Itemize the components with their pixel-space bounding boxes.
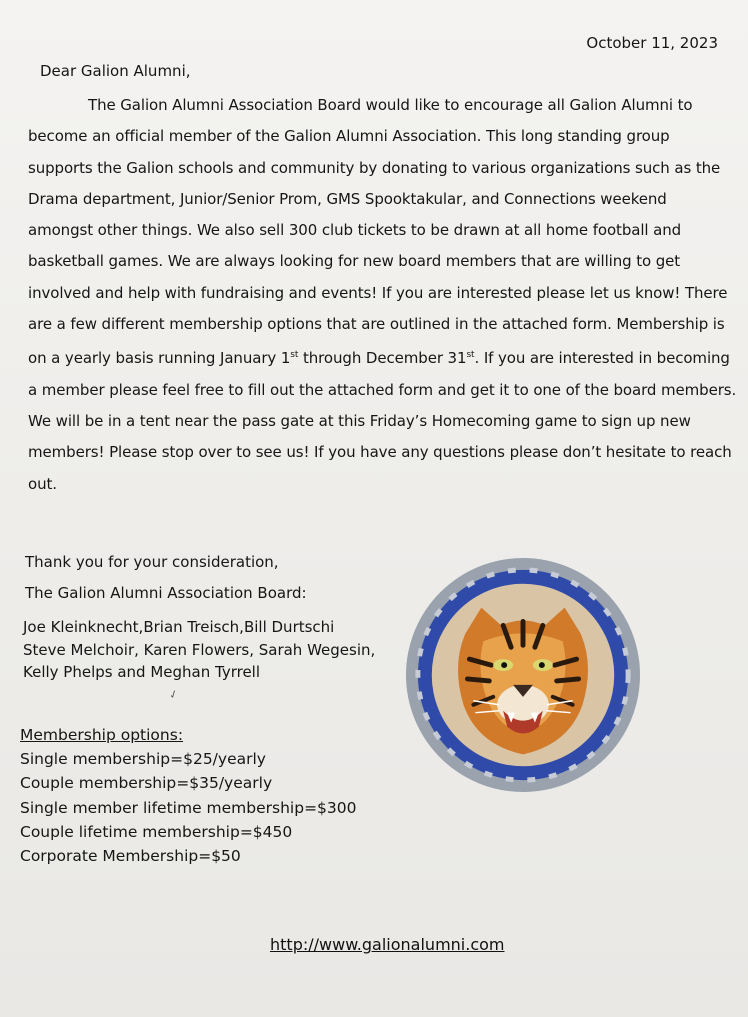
tiger-emblem-icon xyxy=(404,556,642,794)
yearly-post: . If you are interested in becoming xyxy=(474,349,730,368)
board-members xyxy=(23,616,375,684)
membership-option: Single membership=$25/yearly xyxy=(20,750,266,769)
pen-mark: ✓ xyxy=(167,686,181,703)
website-link[interactable]: http://www.galionalumni.com xyxy=(270,935,505,954)
membership-title: Membership options: xyxy=(20,726,184,744)
yearly-mid: through December 31 xyxy=(298,349,467,368)
body-line: are a few different membership options that are outlined in the attached form. Membership is xyxy=(28,315,725,334)
signature-line: The Galion Alumni Association Board: xyxy=(25,584,307,602)
ordinal-suffix: st xyxy=(466,350,475,361)
body-line: basketball games. We are always looking for new board members that are willing to get xyxy=(28,252,681,271)
body-line-yearly xyxy=(28,340,730,374)
body-line: become an official member of the Galion Alumni Association. This long standing group xyxy=(28,127,670,146)
membership-options xyxy=(20,723,357,868)
membership-option: Couple membership=$35/yearly xyxy=(20,774,273,793)
membership-option: Single member lifetime membership=$300 xyxy=(20,798,357,817)
ordinal-suffix: st xyxy=(290,350,299,361)
body-line: amongst other things. We also sell 300 club tickets to be drawn at all home football and xyxy=(28,221,682,240)
board-member-line: Kelly Phelps and Meghan Tyrrell xyxy=(23,663,261,681)
membership-option: Corporate Membership=$50 xyxy=(20,847,241,866)
body-line: involved and help with fundraising and events! If you are interested please let us know! There xyxy=(28,283,728,302)
board-member-line: Steve Melchoir, Karen Flowers, Sarah Wegesin, xyxy=(23,640,376,659)
body-line: We will be in a tent near the pass gate at this Friday’s Homecoming game to sign up new xyxy=(28,411,691,430)
membership-option: Couple lifetime membership=$450 xyxy=(20,822,293,841)
board-member-line: Joe Kleinknecht,Brian Treisch,Bill Durtschi xyxy=(23,618,335,636)
closing-line: Thank you for your consideration, xyxy=(25,553,279,571)
body-line: a member please feel free to fill out the attached form and get it to one of the board members. xyxy=(28,380,737,399)
body-line: out. xyxy=(28,474,57,493)
letter-body xyxy=(28,90,737,500)
body-line: Drama department, Junior/Senior Prom, GMS Spooktakular, and Connections weekend xyxy=(28,189,667,208)
body-line: The Galion Alumni Association Board would like to encourage all Galion Alumni to xyxy=(88,96,693,114)
closing-block xyxy=(25,547,307,609)
body-line: members! Please stop over to see us! If you have any questions please don’t hesitate to reach xyxy=(28,443,732,462)
body-line: supports the Galion schools and community by donating to various organizations such as the xyxy=(28,158,721,177)
yearly-pre: on a yearly basis running January 1 xyxy=(28,349,291,368)
letter-date: October 11, 2023 xyxy=(586,34,718,52)
salutation: Dear Galion Alumni, xyxy=(40,62,191,80)
